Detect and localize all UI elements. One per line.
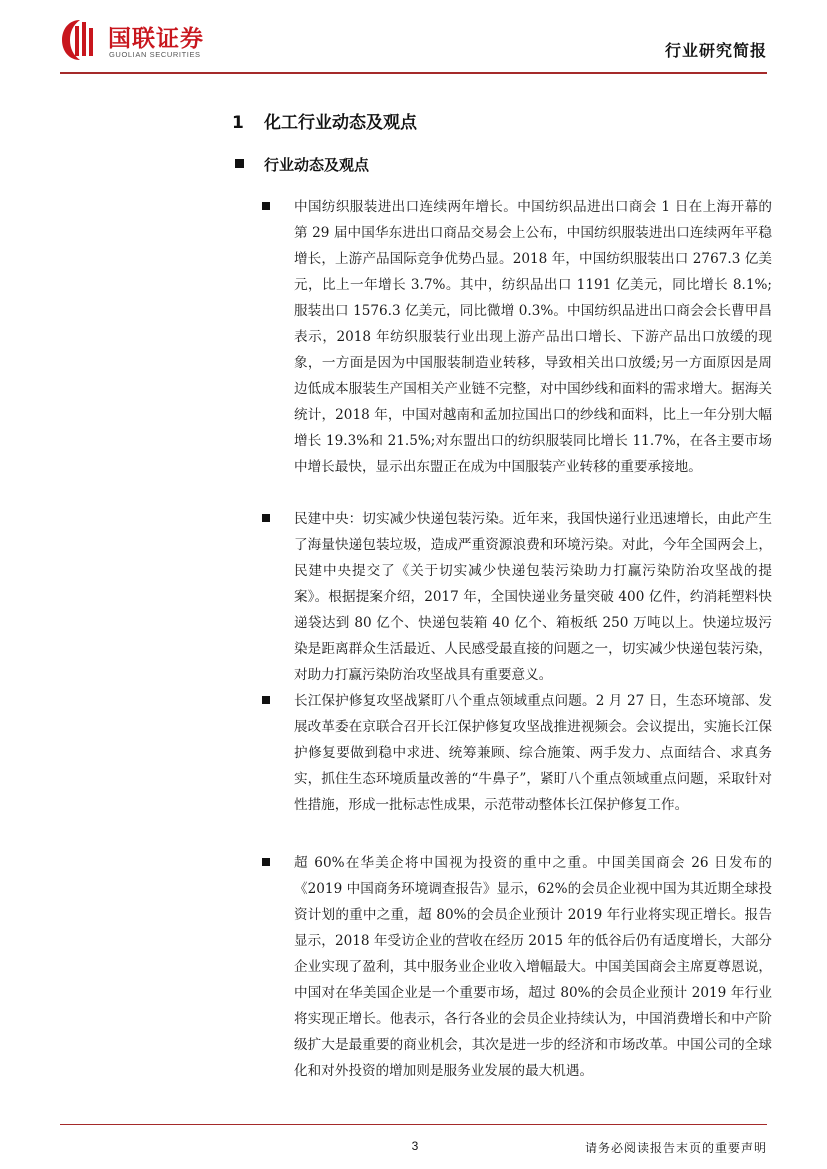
- section-title: 化工行业动态及观点: [264, 113, 417, 133]
- news-item-text: 中国纺织服装进出口连续两年增长。中国纺织品进出口商会 1 日在上海开幕的第 29 届中国华东进出口商品交易会上公布，中国纺织服装进出口连续两年平稳增长，上游产品国际竞争优势凸显。2018 年，中国纺织服装出口 2767.3 亿美元，比上一年增长 3.7%。其中，纺织品出口 1191 亿美元，同比增长 8.1%;服装出口 1576.3 亿美元，同比微增 0.3%。中国纺织品进出口商会会长曹甲昌表示，2018 年纺织服装行业出现上游产品出口增长、下游产品出口放缓的现象，一方面是因为中国服装制造业转移，导致相关出口放缓;另一方面原因是周边低成本服装生产国相关产业链不完整，对中国纱线和面料的需求增大。据海关统计，2018 年，中国对越南和孟加拉国出口的纱线和面料，比上一年分别大幅增长 19.3%和 21.5%;对东盟出口的纺织服装同比增长 11.7%，在各主要市场中增长最快，显示出东盟正在成为中国服装产业转移的重要承接地。: [294, 199, 772, 475]
- news-item: [262, 688, 772, 838]
- news-item: [262, 850, 772, 1110]
- square-bullet-icon: [262, 696, 270, 704]
- square-bullet-icon: [262, 514, 270, 522]
- square-bullet-icon: [262, 858, 270, 866]
- news-item: [262, 506, 772, 683]
- footer-disclaimer: 请务必阅读报告末页的重要声明: [584, 1141, 767, 1155]
- footer-divider: [60, 1124, 767, 1125]
- page-number: 3: [411, 1139, 419, 1153]
- subsection-heading: [235, 154, 369, 175]
- news-item-text: 超 60%在华美企将中国视为投资的重中之重。中国美国商会 26 日发布的《2019 中国商务环境调查报告》显示，62%的会员企业视中国为其近期全球投资计划的重中之重，超 80%的会员企业预计 2019 年行业将实现正增长。报告显示，2018 年受访企业的营收在经历 2015 年的低谷后仍有适度增长，大部分企业实现了盈利，其中服务业企业收入增幅最大。中国美国商会主席夏尊恩说，中国对在华美国企业是一个重要市场，超过 80%的会员企业预计 2019 年行业将实现正增长。他表示，各行各业的会员企业持续认为，中国消费增长和中产阶级扩大是最重要的商业机会，其次是进一步的经济和市场改革。中国公司的全球化和对外投资的增加则是服务业发展的最大机遇。: [294, 855, 772, 1079]
- logo-text-cn: 国联证券: [108, 26, 204, 52]
- report-type-label: 行业研究简报: [664, 41, 767, 60]
- guolian-logo-icon: [60, 18, 100, 62]
- section-number: 1: [232, 113, 244, 133]
- header-divider: [60, 72, 767, 74]
- square-bullet-icon: [235, 159, 244, 168]
- company-logo: [60, 18, 230, 66]
- news-item-text: 民建中央：切实减少快递包装污染。近年来，我国快递行业迅速增长，由此产生了海量快递包装垃圾，造成严重资源浪费和环境污染。对此，今年全国两会上，民建中央提交了《关于切实减少快递包装污染助力打赢污染防治攻坚战的提案》。根据提案介绍，2017 年，全国快递业务量突破 400 亿件，约消耗塑料快递袋达到 80 亿个、快递包装箱 40 亿个、箱板纸 250 万吨以上。快递垃圾污染是距离群众生活最近、人民感受最直接的问题之一，切实减少快递包装污染，对助力打赢污染防治攻坚战具有重要意义。: [294, 511, 772, 683]
- square-bullet-icon: [262, 202, 270, 210]
- logo-text-en: GUOLIAN SECURITIES: [109, 50, 201, 59]
- news-item-text: 长江保护修复攻坚战紧盯八个重点领域重点问题。2 月 27 日，生态环境部、发展改革委在京联合召开长江保护修复攻坚战推进视频会。会议提出，实施长江保护修复要做到稳中求进、统筹兼顾、综合施策、两手发力、点面结合、求真务实，抓住生态环境质量改善的“牛鼻子”，紧盯八个重点领域重点问题，采取针对性措施，形成一批标志性成果，示范带动整体长江保护修复工作。: [294, 693, 772, 813]
- page-header: [0, 0, 827, 90]
- section-heading: [232, 108, 417, 133]
- news-item: [262, 194, 772, 494]
- subsection-title: 行业动态及观点: [264, 156, 370, 174]
